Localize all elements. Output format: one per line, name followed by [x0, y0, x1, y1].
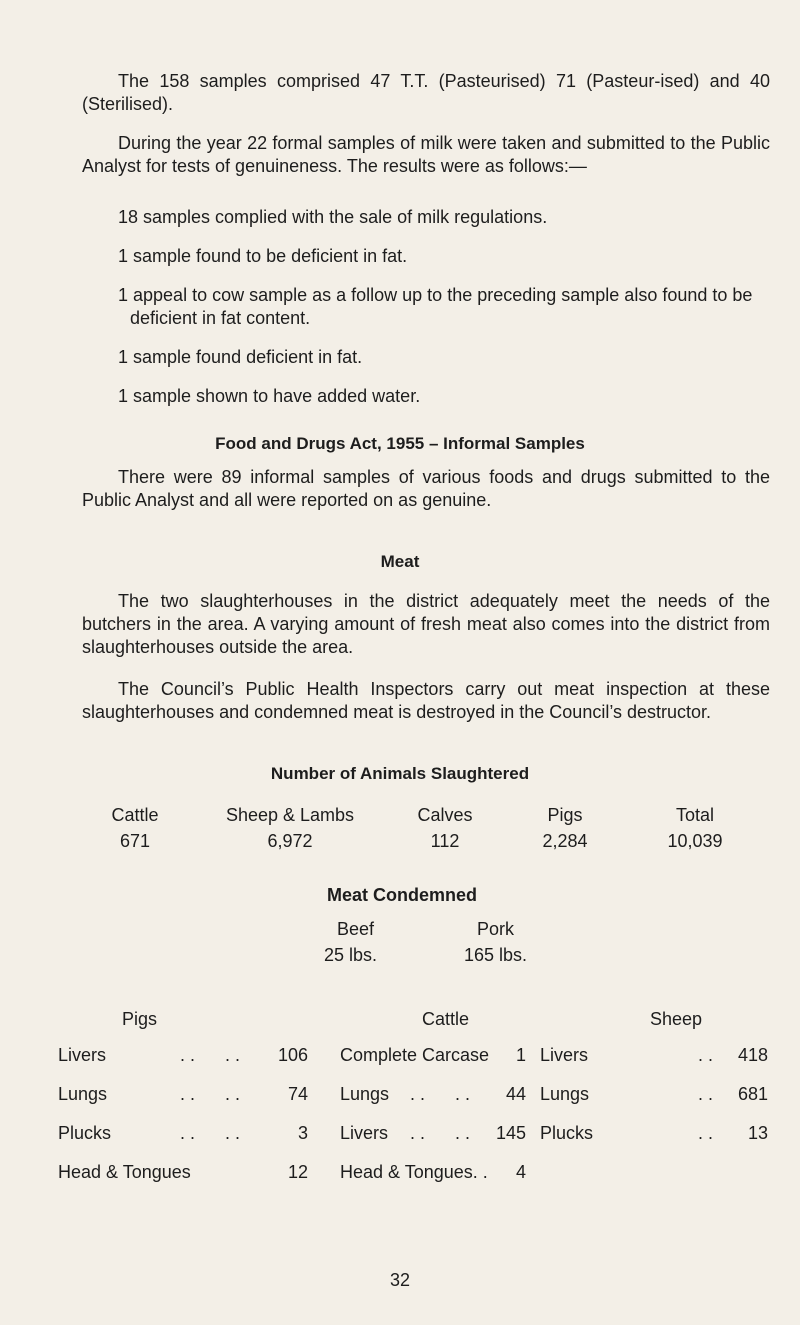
pigs-row-label: Livers [58, 1045, 107, 1065]
slaughtered-value-pigs: 2,284 [542, 831, 588, 851]
pigs-column-title: Pigs [122, 1009, 158, 1029]
slaughtered-header-calves: Calves [417, 805, 473, 825]
sheep-row-label: Livers [540, 1045, 589, 1065]
pigs-row-label: Plucks [58, 1123, 112, 1143]
sheep-column-title: Sheep [650, 1009, 703, 1029]
pigs-row-value: 74 [287, 1084, 308, 1104]
cattle-row-label: Lungs [340, 1084, 390, 1104]
slaughtered-value-calves: 112 [430, 831, 460, 851]
sheep-row-value: 13 [747, 1123, 768, 1143]
slaughtered-header-cattle: Cattle [111, 805, 159, 825]
cattle-row-label: Complete Carcase [340, 1045, 490, 1065]
intro-paragraph-1: The 158 samples comprised 47 T.T. (Pasteurised) 71 (Pasteur-ised) and 40 (Sterilised). [82, 71, 770, 114]
slaughtered-heading: Number of Animals Slaughtered [270, 764, 530, 783]
pigs-row-dots: . . . . [180, 1045, 241, 1065]
pigs-row-value: 106 [277, 1045, 308, 1065]
result-item-1: 18 samples complied with the sale of milk regulations. [118, 207, 548, 227]
result-item-5: 1 sample shown to have added water. [118, 386, 421, 406]
meat-paragraph-2: The Council’s Public Health Inspectors carry out meat inspection at these slaughterhouses and condemned meat is destroyed in the Council’s destructor. [82, 679, 770, 722]
cattle-row-value: 44 [505, 1084, 526, 1104]
condemned-value-beef: 25 lbs. [324, 945, 378, 965]
sheep-row-value: 418 [737, 1045, 768, 1065]
sheep-row-dots: . . [698, 1123, 714, 1143]
pigs-row-dots: . . . . [180, 1123, 241, 1143]
informal-samples-text: There were 89 informal samples of various foods and drugs submitted to the Public Analyst and all were reported on as genuine. [82, 467, 770, 510]
informal-samples-heading: Food and Drugs Act, 1955 – Informal Samples [215, 434, 585, 453]
sheep-row-dots: . . [698, 1084, 714, 1104]
pigs-row-value: 12 [287, 1162, 308, 1182]
page-number: 32 [389, 1270, 411, 1290]
cattle-row-value: 145 [495, 1123, 526, 1143]
slaughtered-header-total: Total [675, 805, 715, 825]
cattle-row-label: Head & Tongues. . [340, 1162, 488, 1182]
pigs-row-dots: . . . . [180, 1084, 241, 1104]
cattle-row-value: 4 [515, 1162, 526, 1182]
sheep-row-label: Lungs [540, 1084, 590, 1104]
slaughtered-value-total: 10,039 [667, 831, 723, 851]
condemned-header-beef: Beef [337, 919, 375, 939]
cattle-row-label: Livers [340, 1123, 389, 1143]
sheep-row-label: Plucks [540, 1123, 594, 1143]
pigs-row-label: Head & Tongues [58, 1162, 191, 1182]
slaughtered-header-sheep: Sheep & Lambs [225, 805, 355, 825]
result-item-2: 1 sample found to be deficient in fat. [118, 246, 408, 266]
result-item-3: 1 appeal to cow sample as a follow up to the preceding sample also found to be deficient in fat content. [118, 285, 753, 328]
sheep-row-dots: . . [698, 1045, 714, 1065]
result-item-4: 1 sample found deficient in fat. [118, 347, 363, 367]
slaughtered-header-pigs: Pigs [547, 805, 583, 825]
condemned-heading: Meat Condemned [327, 885, 478, 905]
pigs-row-value: 3 [297, 1123, 308, 1143]
meat-heading: Meat [380, 552, 420, 571]
slaughtered-value-cattle: 671 [119, 831, 151, 851]
cattle-row-dots: . . . . [410, 1123, 471, 1143]
pigs-row-label: Lungs [58, 1084, 108, 1104]
slaughtered-value-sheep: 6,972 [267, 831, 313, 851]
cattle-row-value: 1 [515, 1045, 526, 1065]
intro-paragraph-2: During the year 22 formal samples of milk were taken and submitted to the Public Analyst for tests of genuineness. The results were as follows:— [82, 133, 770, 176]
cattle-row-dots: . . . . [410, 1084, 471, 1104]
meat-paragraph-1: The two slaughterhouses in the district adequately meet the needs of the butchers in the area. A varying amount of fresh meat also comes into the district from slaughterhouses outside the area. [82, 591, 770, 657]
condemned-header-pork: Pork [477, 919, 515, 939]
condemned-value-pork: 165 lbs. [464, 945, 528, 965]
cattle-column-title: Cattle [422, 1009, 470, 1029]
sheep-row-value: 681 [737, 1084, 768, 1104]
